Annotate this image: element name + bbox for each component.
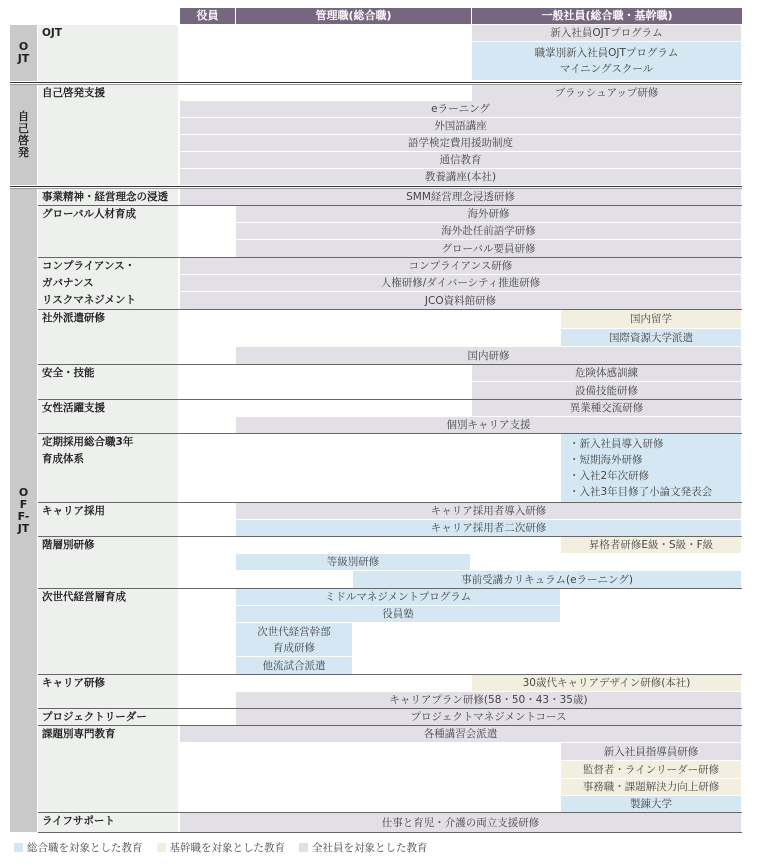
category-label: キャリア採用 [38,503,178,536]
program-bar: 教養講座(本社) [180,169,742,185]
legend-label: 総合職を対象とした教育 [27,842,143,854]
program-bar: eラーニング [180,101,742,117]
row-divider [38,399,742,400]
legend-item [14,840,143,855]
category-label: 課題別専門教育 [38,726,178,812]
legend-swatch-icon [14,843,23,852]
category-label: OJT [38,25,178,81]
row-divider [38,536,742,537]
section-label-text: 自己啓発 [18,110,29,159]
section-label [10,85,37,185]
program-bar: コンプライアンス研修 [180,258,742,274]
category-label: 階層別研修 [38,537,178,588]
program-bar: 海外研修 [236,206,742,222]
category-label: 定期採用総合職3年 育成体系 [38,434,178,502]
program-bar: 監督者・ラインリーダー研修 [561,761,742,778]
section-label [10,25,37,81]
program-bar: 他流試合派遣 [236,657,353,674]
legend-swatch-icon [299,843,308,852]
program-bar: 人権研修/ダイバーシティ推進研修 [180,275,742,291]
category-label: ライフサポート [38,813,178,832]
program-bar: ミドルマネジメントプログラム [236,589,561,605]
program-bar: 製錬大学 [561,796,742,812]
program-bar: ブラッシュアップ研修 [472,85,742,101]
program-bar: 語学検定費用援助制度 [180,135,742,151]
program-bar: 次世代経営幹部 育成研修 [236,623,353,656]
column-header: 一般社員(総合職・基幹職) [472,8,742,24]
category-label: 女性活躍支援 [38,400,178,433]
program-bar: JCO資料館研修 [180,292,742,309]
program-bar: 個別キャリア支援 [236,417,742,433]
program-bar: 事務職・課題解決力向上研修 [561,779,742,795]
category-label: 事業精神・経営理念の浸透 [38,189,178,205]
program-bar: キャリア採用者導入研修 [236,503,742,519]
program-bar: 海外赴任前語学研修 [236,223,742,239]
category-label: グローバル人材育成 [38,206,178,257]
row-divider [38,309,742,310]
category-label: 安全・技能 [38,365,178,399]
program-bar: ・新入社員導入研修 ・短期海外研修 ・入社2年次研修 ・入社3年目修了小論文発表会 [561,434,742,502]
program-bar: キャリアプラン研修(58・50・43・35歳) [236,692,742,708]
category-label: キャリア研修 [38,675,178,708]
row-divider [38,502,742,503]
legend [14,840,428,855]
program-bar: 国際資源大学派遣 [561,329,742,346]
legend-label: 基幹職を対象とした教育 [169,842,285,854]
row-divider [38,812,742,813]
program-bar: 仕事と育児・介護の両立支援研修 [180,813,742,832]
program-bar: 設備技能研修 [472,382,742,399]
program-bar: キャリア採用者二次研修 [236,520,742,536]
program-bar: 30歳代キャリアデザイン研修(本社) [472,675,742,691]
row-divider [38,433,742,434]
category-label: 自己啓発支援 [38,85,178,185]
row-divider [38,588,742,589]
program-bar: 外国語講座 [180,118,742,134]
section-divider [10,186,742,189]
category-label: 次世代経営層育成 [38,589,178,674]
legend-swatch-icon [157,843,166,852]
section-divider [10,82,742,85]
program-bar: グローバル要員研修 [236,240,742,257]
section-label-text: OJT [17,40,30,65]
program-bar: 国内留学 [561,310,742,328]
program-bar: プロジェクトマネジメントコース [236,709,742,725]
legend-item [299,840,428,855]
program-bar: 通信教育 [180,152,742,168]
column-header: 管理職(総合職) [236,8,471,24]
program-bar: 危険体感訓練 [472,365,742,381]
program-bar: 異業種交流研修 [472,400,742,416]
program-bar: 役員塾 [236,606,561,622]
program-bar: SMM経営理念浸透研修 [180,189,742,205]
category-label: 社外派遣研修 [38,310,178,364]
program-bar: 職掌別新入社員OJTプログラム マイニングスクール [472,42,742,80]
program-bar: 事前受講カリキュラム(eラーニング) [353,571,742,588]
program-bar: 等級別研修 [236,554,471,570]
legend-item [157,840,286,855]
section-label-text: OFF-JT [17,485,30,535]
row-divider [38,832,742,833]
program-bar: 昇格者研修E級・S級・F級 [561,537,742,553]
column-header: 役員 [180,8,235,24]
category-label: プロジェクトリーダー [38,709,178,725]
category-label: コンプライアンス・ ガバナンス リスクマネジメント [38,258,178,309]
row-divider [38,364,742,365]
program-bar: 各種講習会派遣 [180,726,742,742]
row-divider [38,674,742,675]
row-divider [38,205,742,206]
row-divider [38,725,742,726]
section-label [10,189,37,832]
program-bar: 国内研修 [236,347,742,364]
program-bar: 新入社員指導員研修 [561,743,742,760]
row-divider [38,257,742,258]
legend-label: 全社員を対象とした教育 [312,842,428,854]
row-divider [38,708,742,709]
program-bar: 新入社員OJTプログラム [472,25,742,41]
